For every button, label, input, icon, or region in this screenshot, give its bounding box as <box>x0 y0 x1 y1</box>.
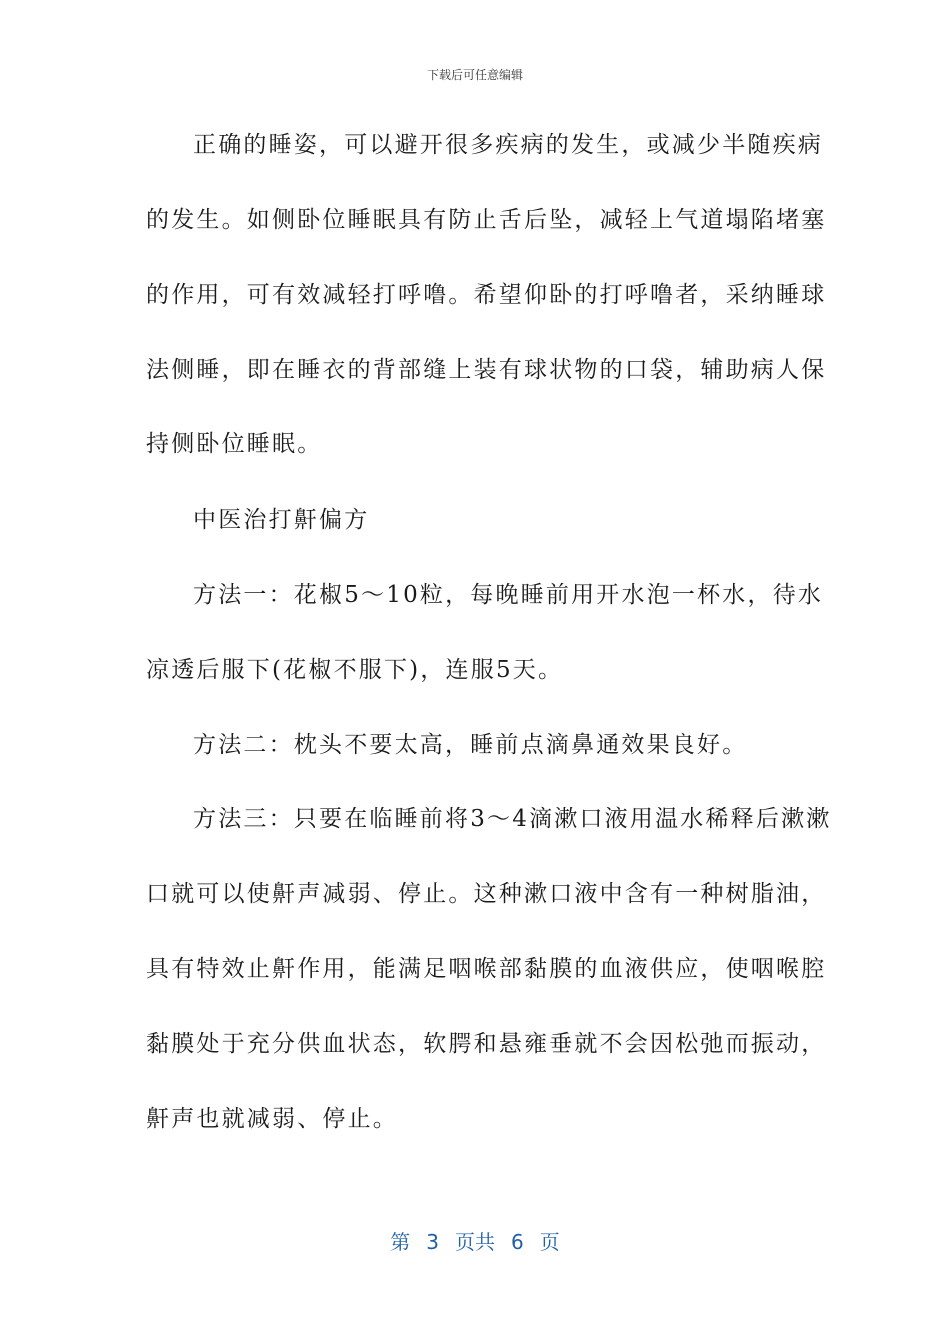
paragraph-line: 方法二：枕头不要太高，睡前点滴鼻通效果良好。 <box>193 732 748 758</box>
total-label: 页共 <box>455 1230 495 1254</box>
page-header: 下载后可任意编辑 <box>426 68 523 82</box>
paragraph-line: 凉透后服下(花椒不服下)，连服5天。 <box>146 657 564 683</box>
paragraph-line: 的发生。如侧卧位睡眠具有防止舌后坠，减轻上气道塌陷堵塞 <box>146 207 827 233</box>
section-heading: 中医治打鼾偏方 <box>193 507 370 533</box>
paragraph-line: 具有特效止鼾作用，能满足咽喉部黏膜的血液供应，使咽喉腔 <box>146 956 827 982</box>
total-pages: 6 <box>511 1230 524 1254</box>
paragraph-line: 方法三：只要在临睡前将3～4滴漱口液用温水稀释后漱漱 <box>193 806 832 832</box>
page-number: 3 <box>426 1230 439 1254</box>
paragraph-line: 方法一：花椒5～10粒，每晚睡前用开水泡一杯水，待水 <box>193 582 824 608</box>
paragraph-line: 鼾声也就减弱、停止。 <box>146 1106 398 1132</box>
paragraph-line: 持侧卧位睡眠。 <box>146 431 323 457</box>
paragraph-line: 口就可以使鼾声减弱、停止。这种漱口液中含有一种树脂油， <box>146 881 827 907</box>
page-footer <box>0 1226 950 1255</box>
page-label: 第 <box>390 1230 411 1254</box>
paragraph-line: 的作用，可有效减轻打呼噜。希望仰卧的打呼噜者，采纳睡球 <box>146 282 827 308</box>
page-suffix: 页 <box>539 1230 560 1254</box>
paragraph-line: 黏膜处于充分供血状态，软腭和悬雍垂就不会因松弛而振动， <box>146 1031 827 1057</box>
paragraph-line: 法侧睡，即在睡衣的背部缝上装有球状物的口袋，辅助病人保 <box>146 357 827 383</box>
paragraph-line: 正确的睡姿，可以避开很多疾病的发生，或减少半随疾病 <box>193 132 823 158</box>
